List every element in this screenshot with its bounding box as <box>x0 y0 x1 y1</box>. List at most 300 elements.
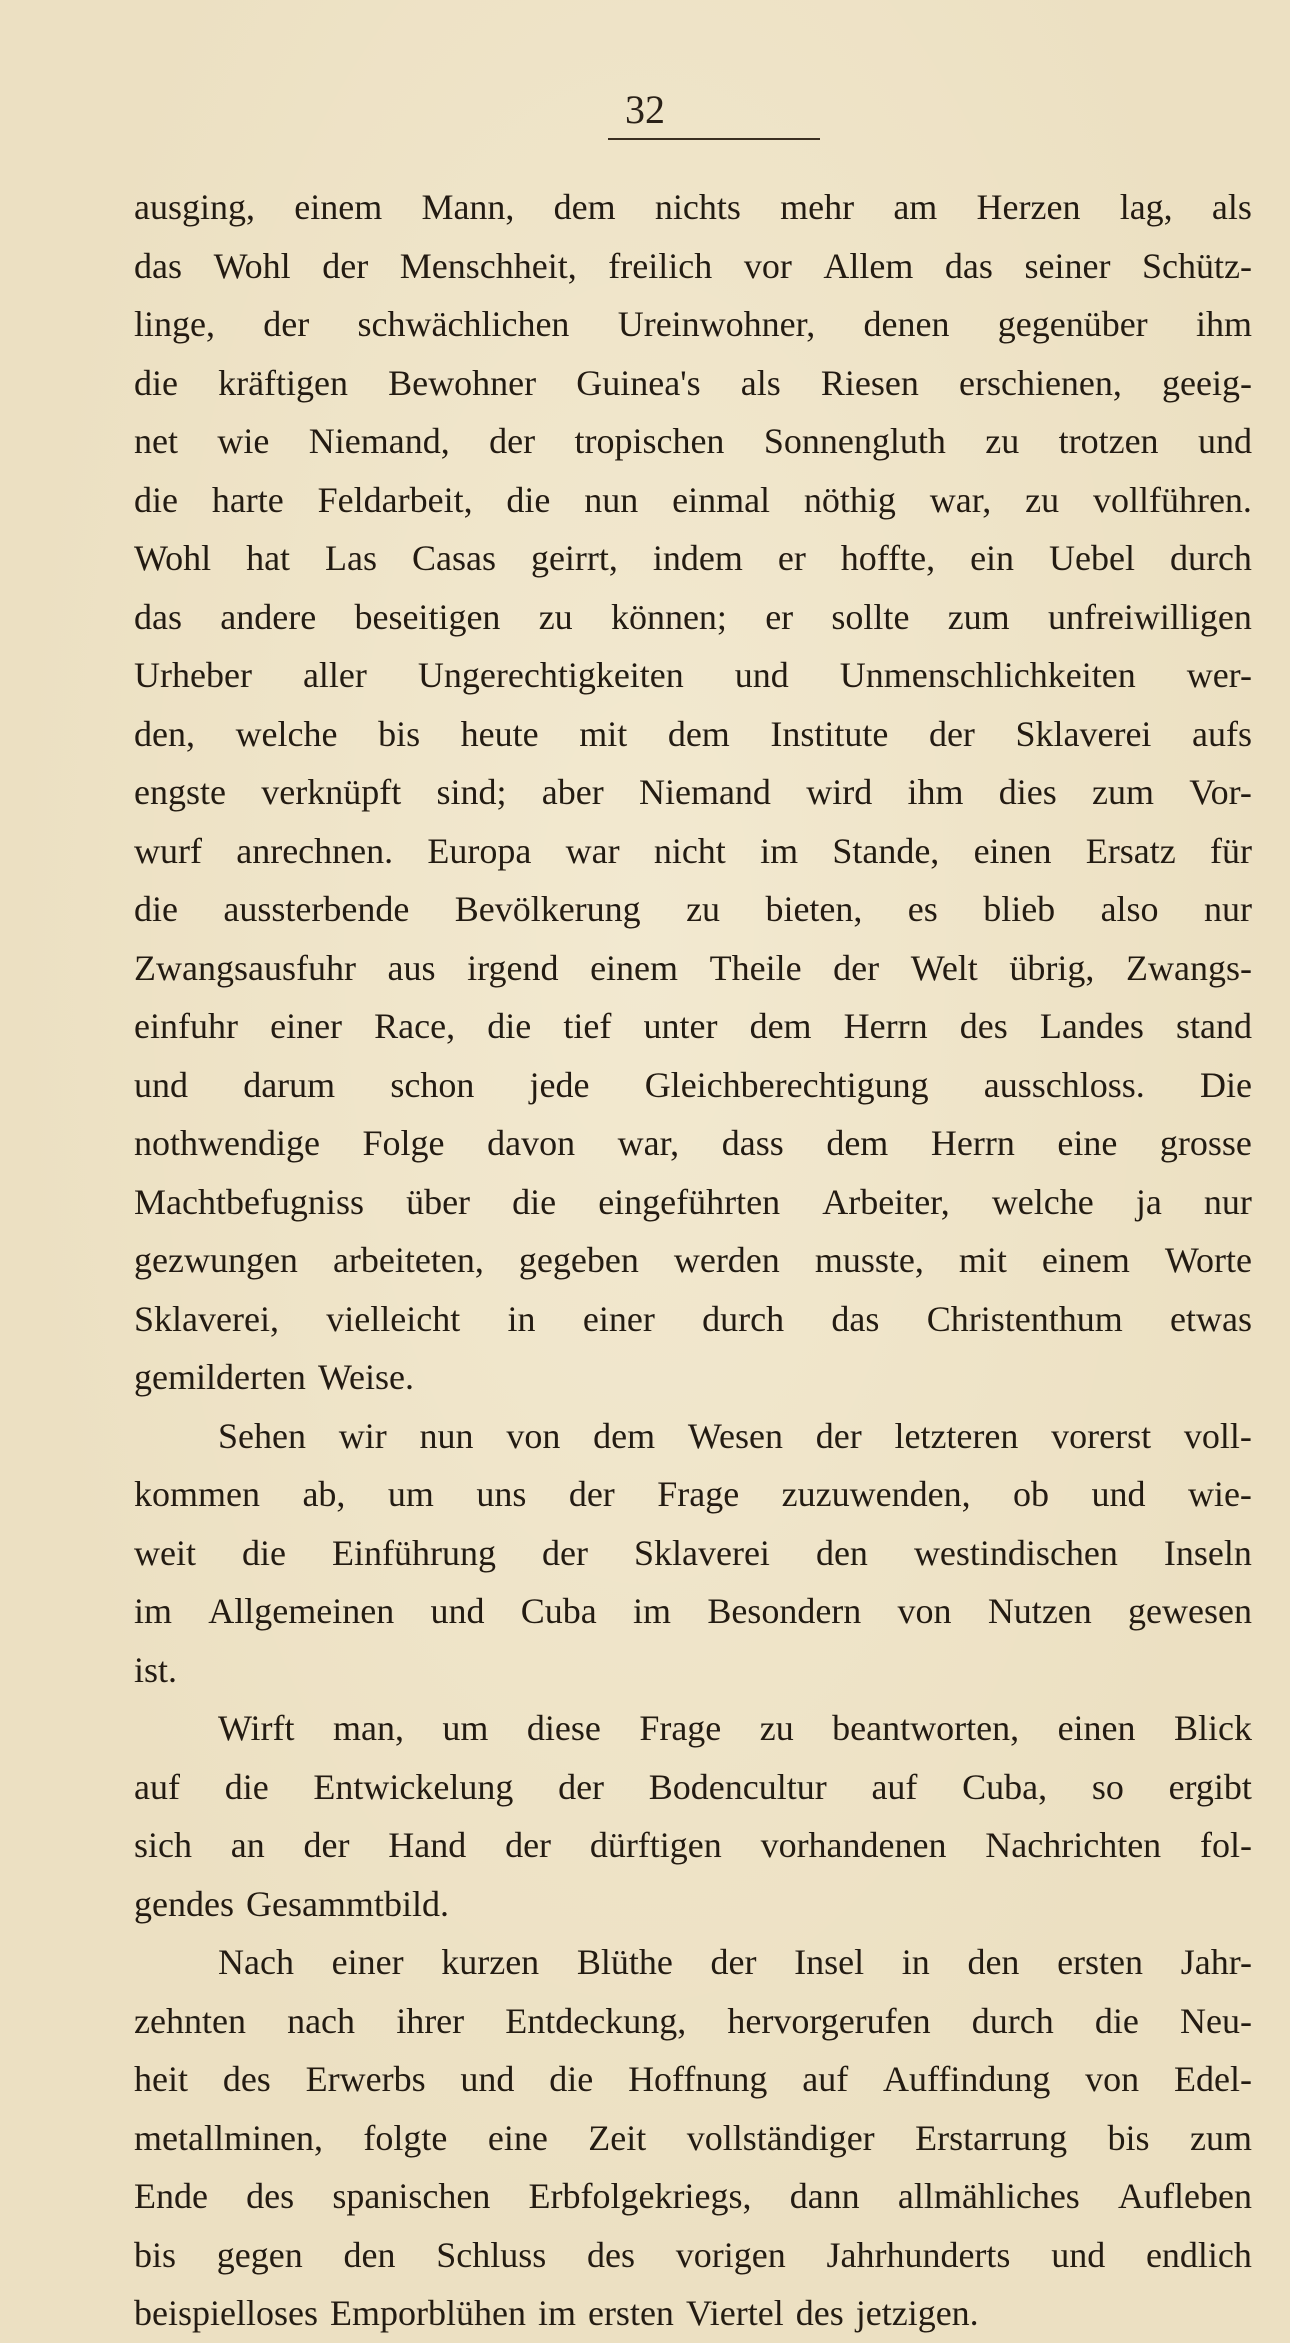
word: hoffte, <box>840 538 936 578</box>
word: aller <box>302 655 367 695</box>
word: letzteren <box>894 1415 1019 1456</box>
word: so <box>1091 1766 1124 1807</box>
word: und <box>430 1591 485 1631</box>
word: einer <box>270 1006 343 1046</box>
word: nichts <box>654 187 741 227</box>
word: des <box>795 2293 844 2333</box>
word: bis <box>1107 2117 1150 2158</box>
word: für <box>1209 830 1252 871</box>
word: Jahr- <box>1180 1942 1252 1982</box>
page-number: 32 <box>625 87 665 132</box>
word: Bevölkerung <box>454 889 641 929</box>
word: aufs <box>1192 713 1252 754</box>
word: Inseln <box>1163 1532 1252 1573</box>
word: ausschloss. <box>983 1064 1145 1105</box>
word: unfreiwilligen <box>1047 596 1252 637</box>
word: gewesen <box>1128 1591 1252 1631</box>
word: Einführung <box>332 1532 496 1573</box>
word: vorhandenen <box>760 1825 947 1865</box>
word: Ende <box>134 2176 208 2216</box>
word: Urheber <box>134 655 252 695</box>
word: aussterbende <box>223 889 410 929</box>
text-line <box>134 2050 1252 2109</box>
word: Wesen <box>687 1415 783 1456</box>
word: Feldarbeit, <box>317 479 473 520</box>
word: der <box>489 421 536 461</box>
text-line <box>134 1231 1252 1290</box>
word: das <box>134 245 182 286</box>
word: Guinea's <box>576 362 701 403</box>
text-line <box>134 1056 1252 1115</box>
word: die <box>487 1006 532 1046</box>
word: heit <box>134 2059 188 2099</box>
word: die <box>134 889 178 929</box>
word: Cuba <box>520 1591 597 1631</box>
word: andere <box>220 596 317 637</box>
word: beispielloses <box>134 2293 318 2333</box>
word: Uebel <box>1049 538 1135 578</box>
word: an <box>230 1825 265 1865</box>
word: wir <box>338 1415 387 1456</box>
word: war, <box>617 1123 680 1163</box>
word: Gleichberechtigung <box>644 1064 929 1105</box>
word: weit <box>134 1532 196 1573</box>
text-line <box>134 412 1252 471</box>
word: sollte <box>831 596 910 637</box>
word: mit <box>579 713 628 754</box>
word: den <box>967 1942 1020 1982</box>
word: einen <box>973 830 1052 871</box>
word: zu <box>759 1708 794 1748</box>
word: zum <box>947 596 1010 637</box>
word: Entwickelung <box>313 1766 514 1807</box>
word: grosse <box>1159 1123 1252 1163</box>
word: ersten <box>1057 1942 1144 1982</box>
word: Wohl <box>213 245 291 286</box>
word: von <box>506 1415 561 1456</box>
word: die <box>512 1181 557 1222</box>
word: dies <box>998 772 1057 812</box>
word: Wohl <box>134 538 212 578</box>
word: nach <box>287 2000 356 2041</box>
word: seiner <box>1024 245 1111 286</box>
word: ihm <box>907 772 964 812</box>
word: Sklaverei, <box>134 1298 279 1339</box>
word: Zwangsausfuhr <box>134 947 356 988</box>
text-line <box>134 295 1252 354</box>
word: kurzen <box>441 1942 540 1982</box>
word: beseitigen <box>354 596 501 637</box>
word: Ureinwohner, <box>617 304 816 344</box>
word: geirrt, <box>530 538 618 578</box>
word: hervorgerufen <box>727 2000 931 2041</box>
word: linge, <box>134 304 215 344</box>
word: und <box>1091 1474 1146 1514</box>
word: aber <box>541 772 604 812</box>
word: des <box>959 1006 1008 1046</box>
word: vor <box>743 245 792 286</box>
word: Zwangs- <box>1126 947 1252 988</box>
word: einfuhr <box>134 1006 238 1046</box>
word: lag, <box>1119 187 1173 227</box>
word: zum <box>1190 2117 1252 2158</box>
word: im <box>537 2293 576 2333</box>
word: Sehen <box>218 1415 306 1456</box>
text-line <box>134 1875 1252 1934</box>
word: Unmenschlichkeiten <box>839 655 1136 695</box>
word: Christenthum <box>926 1298 1123 1339</box>
word: Allgemeinen <box>208 1591 395 1631</box>
word: nur <box>1203 1181 1252 1222</box>
word: Europa <box>427 830 532 871</box>
word: stand <box>1175 1006 1252 1046</box>
word: dem <box>749 1006 812 1046</box>
page-number-rule <box>608 138 820 140</box>
word: der <box>322 245 369 286</box>
word: vollführen. <box>1092 479 1252 520</box>
word: von <box>897 1591 952 1631</box>
word: als <box>1211 187 1252 227</box>
word: zu <box>538 596 573 637</box>
word: westindischen <box>913 1532 1118 1573</box>
word: Neu- <box>1180 2000 1252 2041</box>
word: mehr <box>780 187 855 227</box>
word: der <box>303 1825 350 1865</box>
word: um <box>387 1474 434 1514</box>
word: vorerst <box>1051 1415 1152 1456</box>
word: die <box>549 2059 594 2099</box>
word: uns <box>476 1474 527 1514</box>
word: der <box>568 1474 615 1514</box>
word: also <box>1100 889 1159 929</box>
word: sich <box>134 1825 192 1865</box>
word: wie- <box>1187 1474 1252 1514</box>
word: wer- <box>1186 655 1252 695</box>
word: der <box>558 1766 605 1807</box>
word: Hand <box>388 1825 467 1865</box>
word: im <box>134 1591 173 1631</box>
word: tropischen <box>574 421 725 461</box>
word: sind; <box>436 772 507 812</box>
word: erschienen, <box>958 362 1122 403</box>
word: Jahrhunderts <box>826 2234 1011 2275</box>
word: ausging, <box>134 187 255 227</box>
word: Wirft <box>218 1708 295 1748</box>
word: Casas <box>411 538 496 578</box>
text-line <box>134 880 1252 939</box>
word: der <box>263 304 310 344</box>
word: zu <box>1025 479 1060 520</box>
word: Sonnengluth <box>763 421 946 461</box>
word: ergibt <box>1168 1766 1252 1807</box>
word: Niemand <box>638 772 771 812</box>
word: eine <box>1057 1123 1118 1163</box>
word: des <box>246 2176 295 2216</box>
word: Edel- <box>1174 2059 1252 2099</box>
word: Besondern <box>707 1591 862 1631</box>
word: ob <box>1013 1474 1050 1514</box>
word: jede <box>529 1064 590 1105</box>
word: Las <box>325 538 378 578</box>
word: die <box>224 1766 269 1807</box>
word: einem <box>590 947 679 988</box>
word: Race, <box>374 1006 456 1046</box>
word: und <box>1197 421 1252 461</box>
word: trotzen <box>1058 421 1159 461</box>
word: Insel <box>794 1942 865 1982</box>
word: irgend <box>467 947 559 988</box>
text-line <box>134 1816 1252 1875</box>
word: harte <box>211 479 284 520</box>
word: allmähliches <box>897 2176 1080 2216</box>
word: Auffindung <box>883 2059 1051 2099</box>
word: voll- <box>1183 1415 1252 1456</box>
word: das <box>134 596 182 637</box>
word: ja <box>1135 1181 1162 1222</box>
text-line <box>134 1641 1252 1700</box>
word: metallminen, <box>134 2117 323 2158</box>
text-line <box>134 1407 1252 1466</box>
word: geeig- <box>1162 362 1252 403</box>
word: tief <box>563 1006 612 1046</box>
text-line <box>134 529 1252 588</box>
word: können; <box>610 596 727 637</box>
word: Herrn <box>843 1006 928 1046</box>
word: Erstarrung <box>915 2117 1068 2158</box>
text-line <box>134 997 1252 1056</box>
word: einem <box>294 187 383 227</box>
word: Theile <box>709 947 802 988</box>
word: Allem <box>823 245 914 286</box>
word: der <box>833 947 880 988</box>
word: arbeiteten, <box>332 1240 484 1280</box>
word: Bodencultur <box>648 1766 827 1807</box>
text-line <box>134 354 1252 413</box>
word: blieb <box>983 889 1056 929</box>
text-line <box>134 2167 1252 2226</box>
word: schwächlichen <box>357 304 570 344</box>
text-line <box>134 1582 1252 1641</box>
word: wird <box>806 772 873 812</box>
word: einmal <box>672 479 771 520</box>
word: Worte <box>1164 1240 1252 1280</box>
word: Niemand, <box>308 421 450 461</box>
word: darum <box>243 1064 336 1105</box>
word: Herzen <box>976 187 1081 227</box>
text-line <box>134 1933 1252 1992</box>
word: den <box>815 1532 868 1573</box>
word: dann <box>789 2176 860 2216</box>
word: dem <box>593 1415 656 1456</box>
word: dem <box>667 713 730 754</box>
word: gendes <box>134 1883 234 1924</box>
word: die <box>134 479 178 520</box>
word: Schluss <box>436 2234 547 2275</box>
word: nicht <box>653 830 726 871</box>
text-line <box>134 1114 1252 1173</box>
word: eine <box>487 2117 548 2158</box>
word: des <box>222 2059 271 2099</box>
word: dass <box>721 1123 784 1163</box>
word: übrig, <box>1009 947 1095 988</box>
word: dem <box>553 187 616 227</box>
word: denen <box>863 304 950 344</box>
word: bis <box>378 713 421 754</box>
word: Nutzen <box>987 1591 1092 1631</box>
word: musste, <box>814 1240 924 1280</box>
word: Aufleben <box>1118 2176 1252 2216</box>
word: nur <box>1203 889 1252 929</box>
word: freilich <box>608 245 713 286</box>
word: vielleicht <box>326 1298 461 1339</box>
word: Erbfolgekriegs, <box>528 2176 752 2216</box>
word: nothwendige <box>134 1123 320 1163</box>
word: Gesammtbild. <box>245 1883 449 1924</box>
word: im <box>633 1591 672 1631</box>
word: fol- <box>1199 1825 1252 1865</box>
word: Machtbefugniss <box>134 1181 364 1222</box>
word: des <box>587 2234 635 2275</box>
text-line <box>134 822 1252 881</box>
word: aus <box>387 947 436 988</box>
word: Schütz- <box>1142 245 1252 286</box>
word: war, <box>929 479 992 520</box>
text-line <box>134 1758 1252 1817</box>
word: etwas <box>1170 1298 1252 1339</box>
text-line <box>134 2226 1252 2285</box>
word: dem <box>826 1123 889 1163</box>
word: schon <box>390 1064 475 1105</box>
word: einen <box>1057 1708 1136 1748</box>
word: spanischen <box>332 2176 491 2216</box>
word: ersten <box>587 2293 674 2333</box>
word: Weise. <box>317 1357 415 1397</box>
word: Institute <box>770 713 889 754</box>
word: unter <box>643 1006 718 1046</box>
word: ein <box>970 538 1015 578</box>
word: am <box>893 187 938 227</box>
word: Herrn <box>930 1123 1015 1163</box>
text-line <box>134 1173 1252 1232</box>
text-line <box>134 588 1252 647</box>
text-line <box>134 237 1252 296</box>
word: der <box>710 1942 757 1982</box>
text-line <box>134 1699 1252 1758</box>
word: davon <box>487 1123 576 1163</box>
word: einer <box>582 1298 655 1339</box>
word: Welt <box>910 947 978 988</box>
word: Riesen <box>820 362 919 403</box>
word: einem <box>1041 1240 1130 1280</box>
word: gegeben <box>518 1240 639 1280</box>
word: Emporblühen <box>329 2293 526 2333</box>
word: vollständiger <box>686 2117 875 2158</box>
word: wie <box>217 421 270 461</box>
text-line <box>134 939 1252 998</box>
word: Entdeckung, <box>505 2000 687 2041</box>
word: zehnten <box>134 2000 246 2041</box>
text-line <box>134 1524 1252 1583</box>
word: jetzigen. <box>855 2293 979 2333</box>
word: den, <box>134 713 195 754</box>
word: ihm <box>1195 304 1252 344</box>
word: Stande, <box>832 830 940 871</box>
word: Blick <box>1173 1708 1252 1748</box>
word: werden <box>673 1240 780 1280</box>
word: durch <box>971 2000 1054 2041</box>
word: es <box>907 889 938 929</box>
word: zu <box>686 889 721 929</box>
word: Vor- <box>1189 772 1252 812</box>
word: Viertel <box>685 2293 784 2333</box>
word: dürftigen <box>589 1825 722 1865</box>
text-line <box>134 763 1252 822</box>
word: in <box>507 1298 536 1339</box>
word: der <box>928 713 975 754</box>
word: Die <box>1199 1064 1252 1105</box>
word: einer <box>331 1942 404 1982</box>
word: gegenüber <box>997 304 1148 344</box>
word: Frage <box>657 1474 740 1514</box>
word: das <box>831 1298 880 1339</box>
text-line <box>134 178 1252 237</box>
word: man, <box>332 1708 404 1748</box>
word: Ersatz <box>1085 830 1176 871</box>
word: Ungerechtigkeiten <box>417 655 684 695</box>
word: Folge <box>362 1123 445 1163</box>
word: gegen <box>216 2234 303 2275</box>
word: zu <box>985 421 1020 461</box>
word: gezwungen <box>134 1240 298 1280</box>
word: wurf <box>134 830 202 871</box>
word: den <box>343 2234 396 2275</box>
text-line <box>134 1290 1252 1349</box>
word: der <box>815 1415 862 1456</box>
word: Landes <box>1039 1006 1144 1046</box>
word: verknüpft <box>261 772 402 812</box>
word: der <box>505 1825 552 1865</box>
word: welche <box>991 1181 1094 1222</box>
word: zum <box>1092 772 1154 812</box>
word: Nachrichten <box>985 1825 1162 1865</box>
word: war <box>565 830 620 871</box>
word: Cuba, <box>962 1766 1048 1807</box>
word: Menschheit, <box>399 245 577 286</box>
word: beantworten, <box>832 1708 1020 1748</box>
word: auf <box>802 2059 849 2099</box>
text-line <box>134 471 1252 530</box>
word: um <box>442 1708 489 1748</box>
word: kräftigen <box>218 362 349 403</box>
word: Arbeiter, <box>822 1181 950 1222</box>
word: auf <box>134 1766 180 1807</box>
text-line <box>134 1992 1252 2051</box>
word: als <box>740 362 781 403</box>
text-line <box>134 2109 1252 2168</box>
word: und <box>134 1064 188 1105</box>
word: endlich <box>1145 2234 1252 2275</box>
word: nun <box>419 1415 474 1456</box>
word: folgte <box>363 2117 448 2158</box>
word: und <box>734 655 789 695</box>
word: kommen <box>134 1474 260 1514</box>
word: er <box>765 596 794 637</box>
word: das <box>944 245 993 286</box>
word: mit <box>958 1240 1007 1280</box>
word: die <box>506 479 551 520</box>
word: Mann, <box>421 187 515 227</box>
word: die <box>134 362 178 403</box>
